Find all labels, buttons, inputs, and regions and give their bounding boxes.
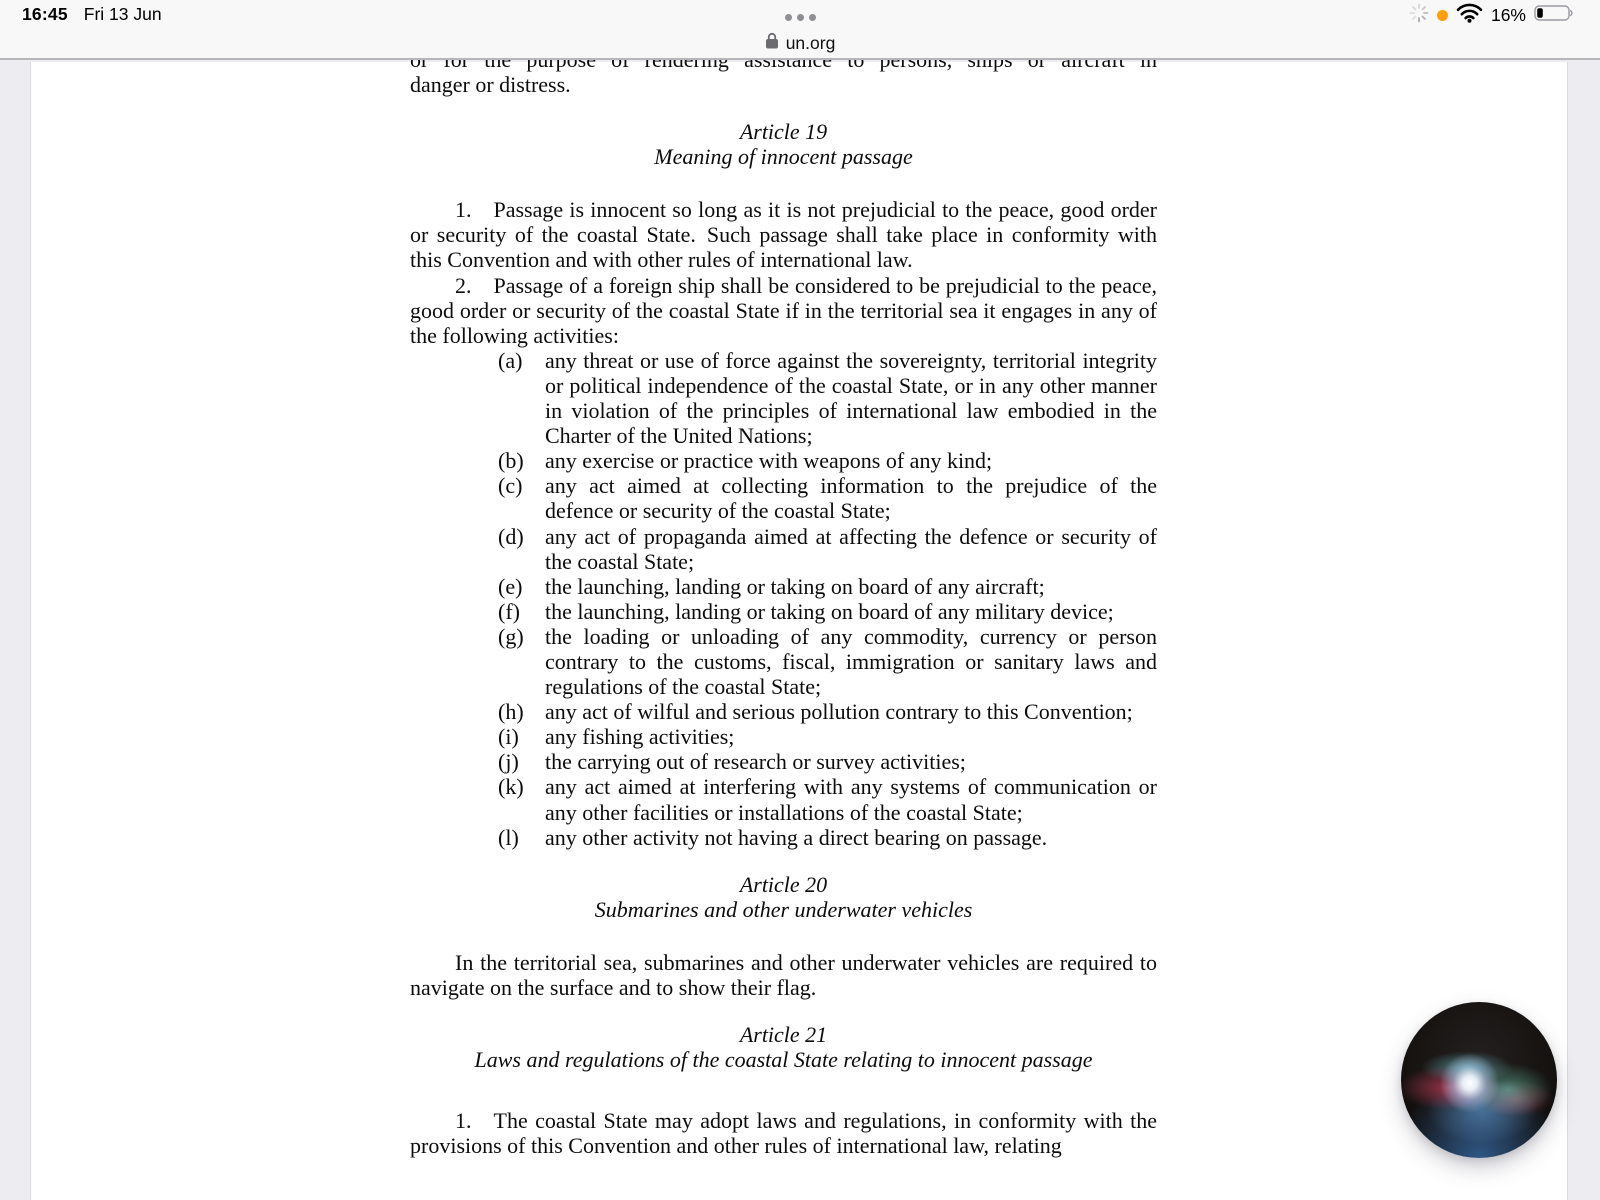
list-item-label: (h) — [498, 699, 524, 725]
list-item-label: (g) — [498, 623, 524, 649]
list-item-label: (l) — [498, 824, 519, 850]
battery-icon — [1534, 3, 1574, 28]
list-item-label: (d) — [498, 523, 524, 549]
list-item: (a) any threat or use of force against the sovereignty, territorial integrity or political independence of the coastal State, or in any other manner in violation of the principles of international law embodied in the Charter of the United Nations; — [498, 347, 1157, 449]
text-column — [410, 62, 1157, 1158]
list-item: (f) the launching, landing or taking on board of any military device; — [498, 598, 1114, 624]
paragraph: In the territorial sea, submarines and other underwater vehicles are required to navigate on the surface and to show their flag. — [410, 949, 1157, 1000]
article-heading — [410, 1022, 1157, 1072]
list-item: (d) any act of propaganda aimed at affecting the defence or security of the coastal State; — [498, 523, 1157, 574]
battery-percent: 16% — [1490, 4, 1526, 25]
list-item: (k) any act aimed at interfering with any systems of communication or any other facilities or installations of the coastal State; — [498, 774, 1157, 825]
status-icons — [1409, 2, 1574, 28]
article-subtitle: Meaning of innocent passage — [654, 144, 913, 170]
list-item-label: (j) — [498, 749, 519, 775]
status-left — [22, 4, 162, 25]
list-item: (e) the launching, landing or taking on board of any aircraft; — [498, 573, 1045, 599]
ellipsis-dot — [809, 14, 816, 21]
list-item: (j) the carrying out of research or survey activities; — [498, 749, 966, 775]
status-and-toolbar — [0, 0, 1600, 60]
clipped-previous-line — [410, 62, 1157, 72]
list-item: (i) any fishing activities; — [498, 724, 735, 750]
pdf-page — [30, 62, 1568, 1200]
article-heading — [410, 119, 1157, 169]
activity-spinner-icon — [1409, 3, 1429, 28]
list-item-label: (e) — [498, 573, 523, 599]
paragraph: 1. The coastal State may adopt laws and regulations, in conformity with the provisions of this Convention and other rules of international law, relating — [410, 1108, 1157, 1159]
paragraph-continuation: danger or distress. — [410, 72, 571, 97]
article-title: Article 19 — [739, 119, 828, 145]
page-options-button[interactable] — [779, 10, 821, 24]
lock-icon — [765, 32, 779, 54]
paragraph: 2. Passage of a foreign ship shall be considered to be prejudicial to the peace, good order or security of the coastal State if in the territorial sea it engages in any of the following activities: — [410, 272, 1157, 348]
site-domain: un.org — [785, 32, 836, 53]
status-date: Fri 13 Jun — [83, 4, 162, 24]
list-item: (h) any act of wilful and serious pollution contrary to this Convention; — [498, 699, 1133, 725]
article-subtitle: Submarines and other underwater vehicles — [594, 896, 973, 922]
list-item-label: (c) — [498, 473, 523, 499]
list-item-label: (f) — [498, 598, 520, 624]
siri-orb[interactable] — [1401, 1002, 1557, 1158]
status-time: 16:45 — [22, 4, 68, 24]
list-item-label: (i) — [498, 724, 519, 750]
ellipsis-dot — [785, 14, 792, 21]
article-title: Article 20 — [739, 871, 828, 897]
list-item: (c) any act aimed at collecting information to the prejudice of the defence or security of the coastal State; — [498, 473, 1157, 524]
article-title: Article 21 — [739, 1022, 828, 1048]
list-item: (l) any other activity not having a direct bearing on passage. — [498, 824, 1048, 850]
list-item: (g) the loading or unloading of any commodity, currency or person contrary to the customs, fiscal, immigration or sanitary laws and regulations of the coastal State; — [498, 623, 1157, 700]
paragraph: 1. Passage is innocent so long as it is not prejudicial to the peace, good order or security of the coastal State. Such passage shall take place in conformity with this Convention and with other rules of international law. — [410, 197, 1157, 273]
article-heading — [410, 872, 1157, 922]
microphone-indicator-dot — [1437, 10, 1448, 21]
wifi-icon — [1456, 3, 1483, 28]
list-item-label: (k) — [498, 774, 524, 800]
address-bar-compact[interactable] — [0, 29, 1600, 57]
list-item-label: (b) — [498, 448, 524, 474]
article-subtitle: Laws and regulations of the coastal State relating to innocent passage — [474, 1047, 1093, 1073]
list-item-label: (a) — [498, 347, 523, 373]
ellipsis-dot — [797, 14, 804, 21]
list-item: (b) any exercise or practice with weapons of any kind; — [498, 448, 993, 474]
